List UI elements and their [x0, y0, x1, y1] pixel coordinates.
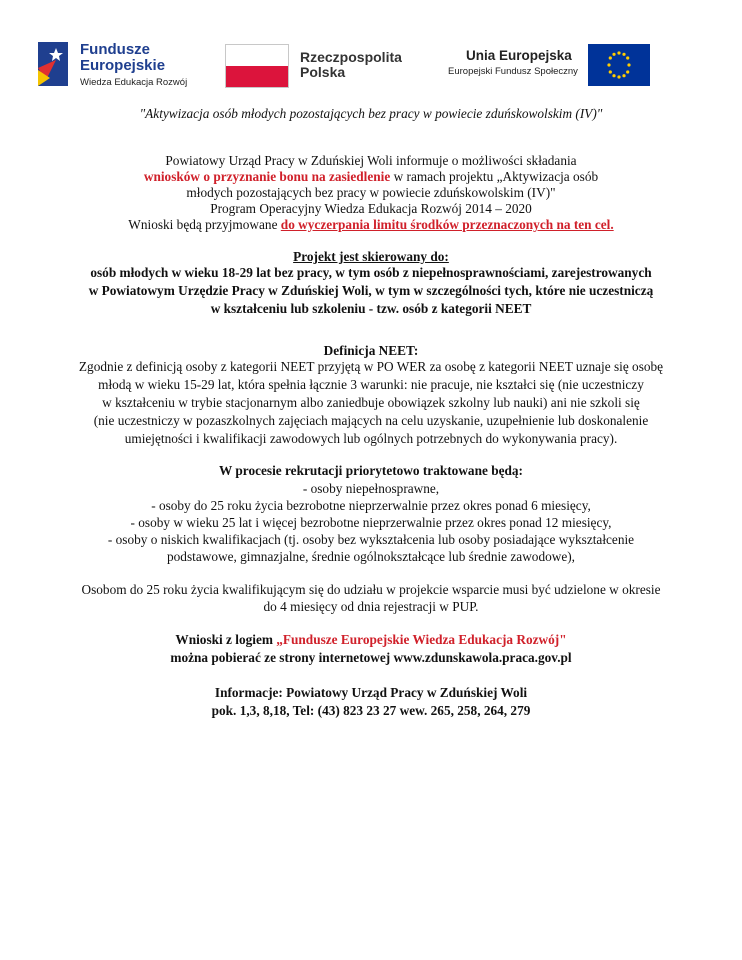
download-line-2: można pobierać ze strony internetowej www.zdunskawola.praca.gov.pl: [170, 650, 572, 665]
support-line-2: do 4 miesięcy od dnia rejestracji w PUP.: [263, 599, 479, 614]
target-heading: Projekt jest skierowany do:: [293, 249, 449, 264]
pl-line2: Polska: [300, 64, 346, 80]
neet-line-4: (nie uczestniczy w pozaszkolnych zajęciach mających na celu uzyskanie, uzupełnienie lub doskonalenie: [93, 413, 649, 428]
neet-heading: Definicja NEET:: [323, 343, 419, 358]
target-line-1: osób młodych w wieku 18-29 lat bez pracy, w tym osób z niepełnosprawnościami, zarejestrowanych: [90, 265, 652, 280]
fundusze-europejskie-logo: [36, 40, 196, 96]
intro-line-5: [0, 216, 742, 234]
fe-logo-line2: Europejskie: [80, 57, 166, 74]
fe-logo-line3: Wiedza Edukacja Rozwój: [80, 77, 188, 88]
priority-line-2: - osoby do 25 roku życia bezrobotne nieprzerwalnie przez okres ponad 6 miesięcy,: [151, 498, 591, 513]
eu-logo-text: [448, 48, 578, 77]
priority-line-4: - osoby o niskich kwalifikacjach (tj. osoby bez wykształcenia lub osoby posiadające wykształcenie: [107, 532, 635, 547]
priority-line-3: - osoby w wieku 25 lat i więcej bezrobotne nieprzerwalnie przez okres ponad 12 miesięcy,: [130, 515, 612, 530]
contact-line-1: Informacje: Powiatowy Urząd Pracy w Zduńskiej Woli: [214, 685, 528, 700]
neet-line-3: w kształceniu w trybie stacjonarnym albo zaniedbuje obowiązek szkolny lub nauki) ani nie szkoli się: [102, 395, 640, 410]
neet-line-2: młodą w wieku 15-29 lat, która spełnia łącznie 3 warunki: nie pracuje, nie kształci się (nie uczestniczy: [98, 377, 644, 392]
eu-flag: [588, 44, 650, 86]
intro-line-2-rest: w ramach projektu „Aktywizacja osób: [390, 169, 599, 184]
priority-line-5: podstawowe, gimnazjalne, średnie ogólnokształcące lub średnie zawodowe),: [167, 549, 575, 564]
target-line-3: w kształceniu lub szkoleniu - tzw. osób z kategorii NEET: [210, 301, 532, 316]
project-title: "Aktywizacja osób młodych pozostających bez pracy w powiecie zduńskowolskim (IV)": [139, 106, 603, 121]
support-line-1: Osobom do 25 roku życia kwalifikującym się do udziału w projekcie wsparcie musi być udzielone w okresie: [81, 582, 661, 597]
intro-line-4: Program Operacyjny Wiedza Edukacja Rozwój 2014 – 2020: [210, 201, 532, 216]
priority-line-1: - osoby niepełnosprawne,: [302, 481, 440, 496]
logo-bar: [0, 40, 742, 96]
neet-line-1: Zgodnie z definicją osoby z kategorii NEET przyjętą w PO WER za osobę z kategorii NEET uznaje się osobę: [78, 359, 664, 374]
neet-line-5: umiejętności i kwalifikacji zawodowych lub ogólnych potrzebnych do wykonywania pracy).: [124, 431, 618, 446]
intro-line-1: Powiatowy Urząd Pracy w Zduńskiej Woli informuje o możliwości składania: [165, 153, 577, 168]
fe-star-icon: [36, 40, 72, 88]
logo-name-highlight: „Fundusze Europejskie Wiedza Edukacja Rozwój": [276, 632, 567, 647]
pl-line1: Rzeczpospolita: [300, 49, 402, 65]
rzeczpospolita-logo-text: [300, 50, 402, 80]
contact-line-2: pok. 1,3, 8,18, Tel: (43) 823 23 27 wew. 265, 258, 264, 279: [211, 703, 531, 718]
eu-line2: Europejski Fundusz Społeczny: [448, 66, 578, 77]
eu-stars-icon: [588, 44, 650, 86]
target-line-2: w Powiatowym Urzędzie Pracy w Zduńskiej Woli, w tym w szczególności tych, które nie uczestniczą: [88, 283, 654, 298]
priority-heading: W procesie rekrutacji priorytetowo traktowane będą:: [219, 463, 523, 478]
bon-highlight: wniosków o przyznanie bonu na zasiedlenie: [143, 169, 391, 184]
poland-flag: [225, 44, 289, 88]
download-line-1: [0, 631, 742, 649]
eu-line1: Unia Europejska: [466, 48, 572, 63]
download-line-1-start: Wnioski z logiem: [175, 632, 277, 647]
fe-logo-line1: Fundusze: [80, 41, 150, 58]
intro-line-3: młodych pozostających bez pracy w powiecie zduńskowolskim (IV)": [186, 185, 556, 200]
limit-highlight: do wyczerpania limitu środków przeznaczonych na ten cel.: [280, 217, 614, 232]
intro-line-5-start: Wnioski będą przyjmowane: [128, 217, 281, 232]
